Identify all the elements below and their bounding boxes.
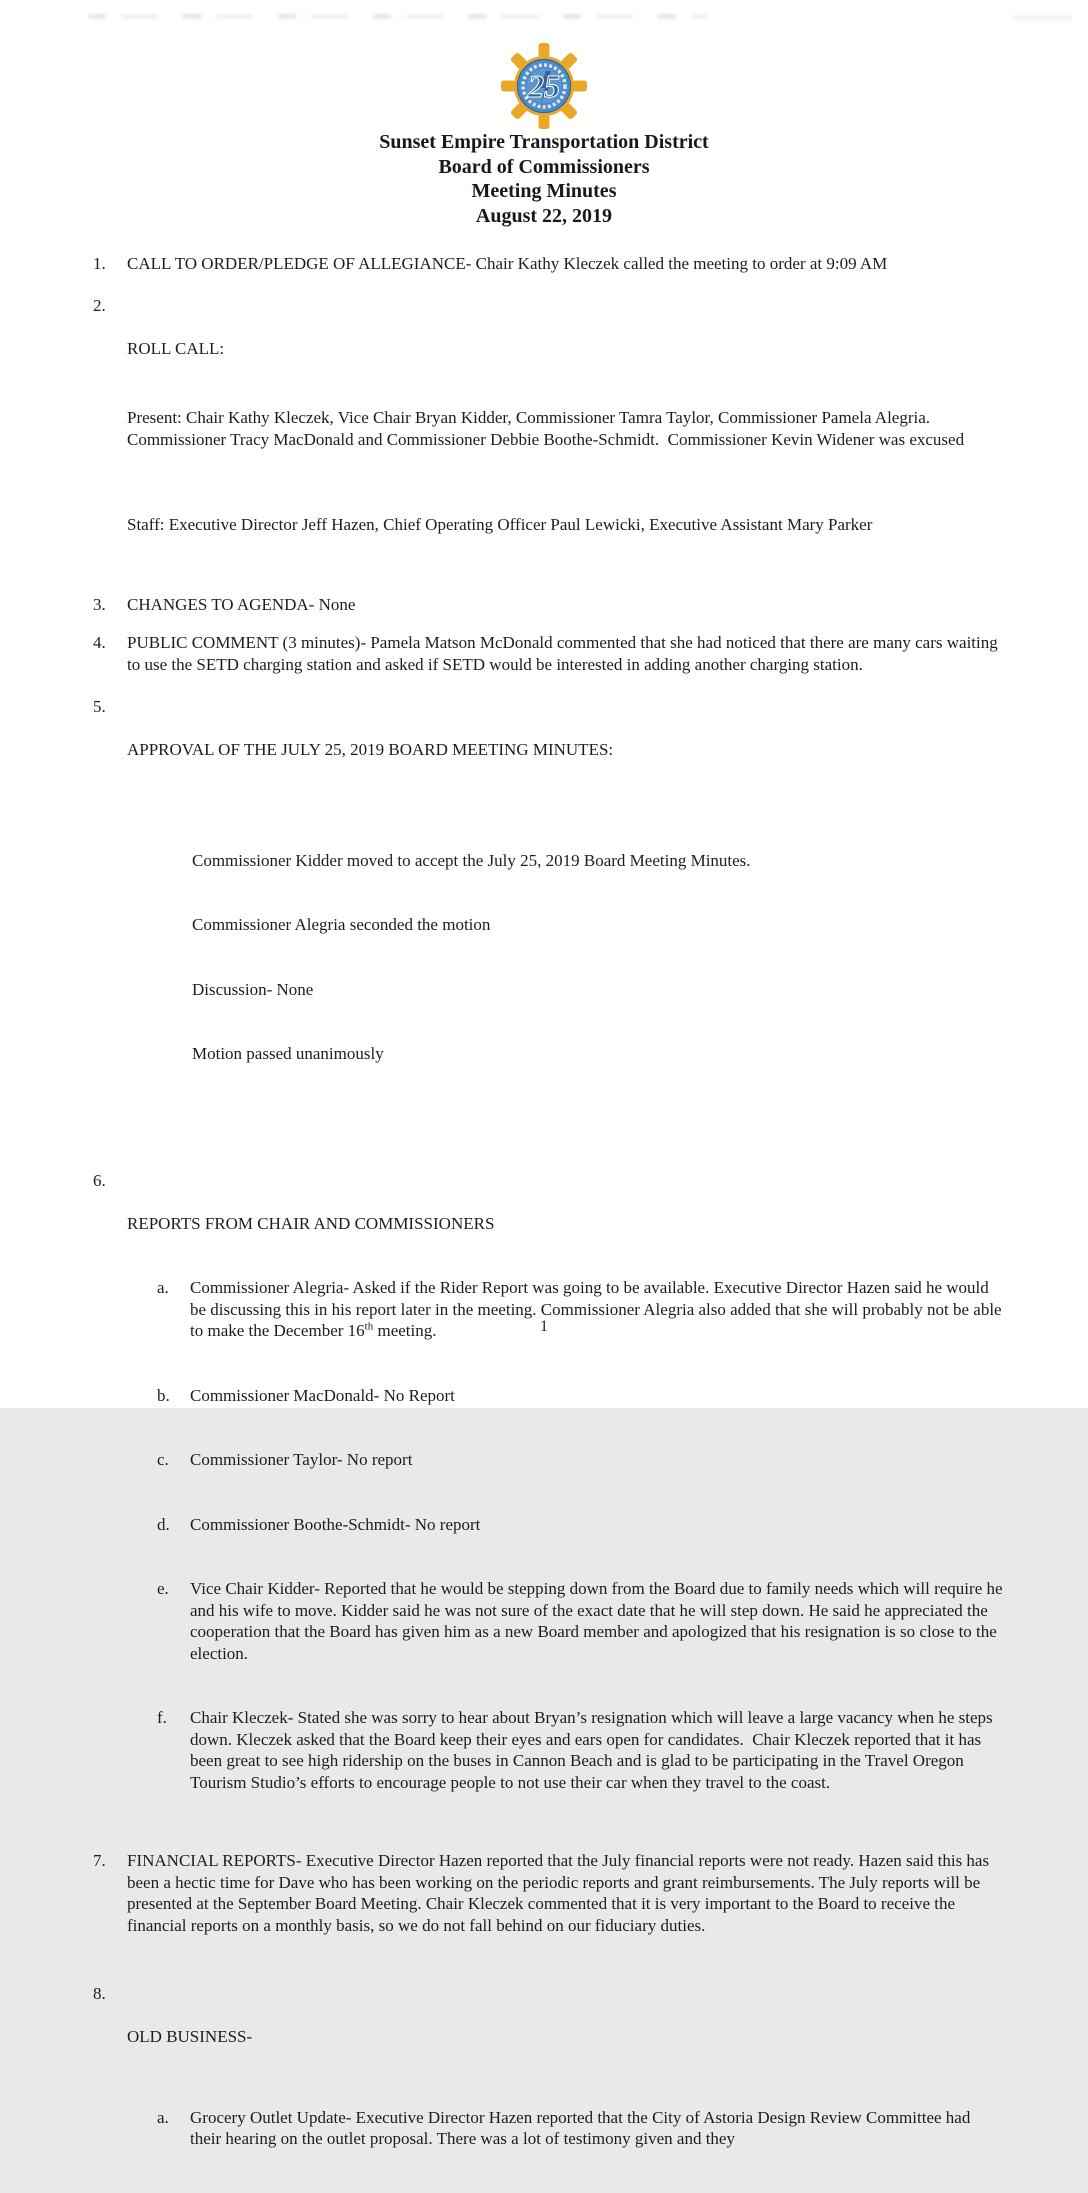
doc-subtitle-minutes: Meeting Minutes: [471, 180, 617, 202]
subitem-text: Vice Chair Kidder- Reported that he would be stepping down from the Board due to family needs which will require he and his wife to move. Kidder said he was not sure of the exact date that he will step down. He said he appreciated the cooperation that the Board has given him as a new Board member and apologized that his resignation is so close to the election.: [190, 1579, 1007, 1663]
agenda-subitem-6e: [127, 1578, 1007, 1664]
ordinal-superscript: th: [364, 1320, 374, 1333]
subitem-text-part: Commissioner Alegria- Asked if the Rider Report was going to be available. Executive Director Hazen said he would be discussing this in his report later in the meeting. Commissioner Alegria also added that she will probably not be able to make the December 16: [190, 1278, 1006, 1340]
agenda-list: [0, 253, 1088, 2193]
agenda-subitem-8a: [127, 2107, 1004, 2150]
item-number: 5.: [93, 697, 106, 716]
item-body: [127, 696, 1004, 1151]
logo-number: 25: [528, 68, 560, 104]
motion-line: Motion passed unanimously: [192, 1044, 384, 1063]
subitem-text: Commissioner MacDonald- No Report: [190, 1385, 455, 1405]
motion-line: Commissioner Alegria seconded the motion: [192, 915, 491, 934]
subitem-letter: b.: [157, 1385, 170, 1405]
item-heading: ROLL CALL:: [127, 338, 225, 358]
subitem-letter: a.: [157, 2107, 169, 2127]
motion-lines: [127, 807, 1004, 1108]
subitem-letter: f.: [157, 1708, 167, 1727]
subitem-text: Commissioner Taylor- No report: [190, 1450, 413, 1469]
item-text: FINANCIAL REPORTS- Executive Director Hazen reported that the July financial reports were not ready. Hazen said this has been a hectic time for Dave who has been working on the periodic reports and grant reimbursements. The July reports will be presented at the September Board Meeting. Chair Kleczek commented that it is very important to the Board to receive the financial reports on a monthly basis, so we do not fall behind on our fiduciary duties.: [127, 1851, 994, 1935]
item-body: [127, 1170, 1007, 1837]
item-text: CALL TO ORDER/PLEDGE OF ALLEGIANCE- Chair Kathy Kleczek called the meeting to order at 9:09 AM: [127, 254, 888, 273]
doc-subtitle-board: Board of Commissioners: [438, 155, 650, 178]
org-title: Sunset Empire Transportation District: [379, 131, 709, 153]
page-number: 1: [540, 1318, 548, 1335]
item-number: 6.: [93, 1170, 106, 1190]
item-number: 3.: [93, 594, 106, 614]
agenda-subitem-6f: [127, 1707, 1004, 1793]
agenda-item-7: [0, 1850, 1004, 1936]
item-number: 7.: [93, 1851, 106, 1870]
scan-artifact: [88, 14, 708, 19]
agenda-item-2: [0, 295, 1004, 579]
roll-call-staff: Staff: Executive Director Jeff Hazen, Chief Operating Officer Paul Lewicki, Executive Assistant Mary Parker: [127, 515, 873, 534]
subitem-text-part: meeting.: [373, 1321, 437, 1340]
subitem-letter: d.: [157, 1514, 170, 1534]
agenda-item-4: [0, 632, 1004, 675]
item-heading: OLD BUSINESS-: [127, 2027, 253, 2046]
subitem-text: Chair Kleczek- Stated she was sorry to hear about Bryan’s resignation which will leave a large vacancy when he steps down. Kleczek asked that the Board keep their eyes and ears open for candidates. Chair Kleczek reported that it has been great to see high ridership on the buses in Cannon Beach and is glad to be participating in the Travel Oregon Tourism Studio’s efforts to encourage people to not use their car when they travel to the coast.: [190, 1708, 997, 1792]
subitem-text: Grocery Outlet Update- Executive Director Hazen reported that the City of Astoria Design Review Committee had their hearing on the outlet proposal. There was a lot of testimony given and they: [190, 2107, 975, 2148]
item-body: [127, 1983, 1004, 2193]
item-number: 2.: [93, 295, 106, 315]
item-body: [127, 295, 1004, 579]
document-header: [0, 0, 1088, 228]
agenda-item-1: [0, 253, 1004, 275]
motion-line: Commissioner Kidder moved to accept the July 25, 2019 Board Meeting Minutes.: [192, 850, 751, 870]
item-text: PUBLIC COMMENT (3 minutes)- Pamela Matson McDonald commented that she had noticed that there are many cars waiting to use the SETD charging station and asked if SETD would be interested in adding another charging station.: [127, 633, 1002, 674]
scan-artifact-right: [1012, 16, 1072, 20]
item-number: 4.: [93, 633, 106, 652]
agenda-subitem-6d: [127, 1514, 1004, 1536]
item-number: 8.: [93, 1984, 106, 2003]
agenda-item-8: [0, 1983, 1004, 2193]
doc-date: August 22, 2019: [475, 204, 613, 227]
agenda-item-3: [0, 594, 1004, 616]
item-heading: REPORTS FROM CHAIR AND COMMISSIONERS: [127, 1213, 495, 1233]
agenda-item-6: [0, 1170, 1007, 1837]
agenda-subitem-6c: [127, 1449, 1004, 1471]
item-text: CHANGES TO AGENDA- None: [127, 594, 356, 614]
motion-line: Discussion- None: [192, 979, 314, 999]
subitem-letter: e.: [157, 1579, 169, 1598]
item-heading: APPROVAL OF THE JULY 25, 2019 BOARD MEETING MINUTES:: [127, 740, 614, 759]
item-number: 1.: [93, 254, 106, 273]
setd-25th-anniversary-gear-logo: [0, 47, 1088, 127]
roll-call-present: Present: Chair Kathy Kleczek, Vice Chair Bryan Kidder, Commissioner Tamra Taylor, Commissioner Pamela Alegria. Commissioner Tracy MacDonald and Commissioner Debbie Boothe-Schmidt. Commissioner Kevin Widener was excused: [127, 408, 965, 449]
title-block: [0, 130, 1088, 228]
subitem-letter: c.: [157, 1450, 169, 1469]
agenda-subitem-6b: [127, 1385, 1004, 1407]
subitem-letter: a.: [157, 1278, 169, 1297]
agenda-item-5: [0, 696, 1004, 1151]
subitem-text: Commissioner Boothe-Schmidt- No report: [190, 1514, 481, 1534]
